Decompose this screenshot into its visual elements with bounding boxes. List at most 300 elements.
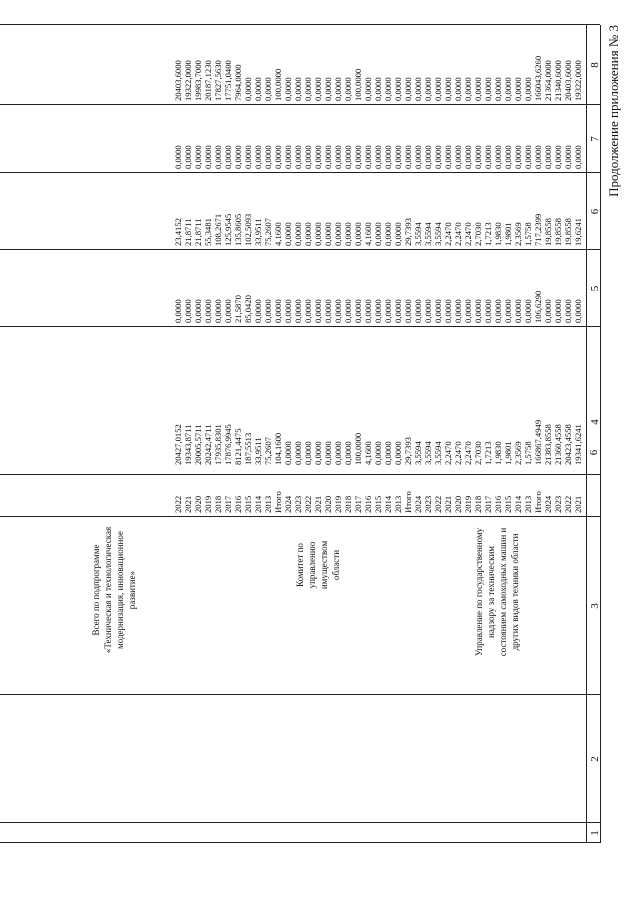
table-cell: 2022 xyxy=(563,495,573,513)
table-cell: 0,0000 xyxy=(183,299,193,323)
table-cell: 0,0000 xyxy=(353,222,363,246)
table-cell: 0,0000 xyxy=(463,299,473,323)
table-cell: 0,0000 xyxy=(483,299,493,323)
table-cell: 0,0000 xyxy=(443,299,453,323)
col-header-7: 7 xyxy=(589,136,601,142)
table-cell: 0,0000 xyxy=(293,222,303,246)
table-cell: 0,0000 xyxy=(293,299,303,323)
table-cell: 21364,0000 xyxy=(543,60,553,101)
table-cell: 0,0000 xyxy=(413,299,423,323)
table-cell: 17827,5630 xyxy=(213,60,223,101)
col-header-4: 4 xyxy=(589,419,601,425)
table-cell: 0,0000 xyxy=(273,299,283,323)
table-cell: 2022 xyxy=(303,495,313,513)
org-name-subprogram-total: Всего по подпрограмме «Техническая и технологическая модернизация, инновационное развитие» xyxy=(91,526,137,654)
table-cell: 0,0000 xyxy=(233,145,243,169)
table-cell: 0,0000 xyxy=(413,145,423,169)
table-row xyxy=(313,0,323,905)
table-cell: 0,0000 xyxy=(523,145,533,169)
table-cell: 21,8711 xyxy=(183,218,193,246)
col-header-6: 6 xyxy=(589,208,601,215)
table-cell: 0,0000 xyxy=(543,145,553,169)
table-cell: 8121,4475 xyxy=(233,428,243,465)
table-cell: 20187,1230 xyxy=(203,60,213,101)
table-row xyxy=(453,0,463,905)
table-cell: 2021 xyxy=(573,495,583,513)
table-row xyxy=(533,0,543,905)
table-cell: 2016 xyxy=(233,495,243,513)
table-cell: 7964,0000 xyxy=(233,64,243,101)
table-cell: 2013 xyxy=(263,495,273,513)
table-cell: 0,0000 xyxy=(553,145,563,169)
table-cell: 2020 xyxy=(193,495,203,513)
table-cell: 2018 xyxy=(343,495,353,513)
table-cell: 0,0000 xyxy=(503,145,513,169)
table-cell: 0,0000 xyxy=(473,145,483,169)
table-cell: 0,0000 xyxy=(423,299,433,323)
table-row xyxy=(523,0,533,905)
table-cell: 0,0000 xyxy=(283,441,293,465)
table-row xyxy=(543,0,553,905)
table-cell: 0,0000 xyxy=(473,299,483,323)
table-cell: 0,0000 xyxy=(333,77,343,101)
table-cell: 2014 xyxy=(383,495,393,513)
table-cell: 2024 xyxy=(283,495,293,513)
table-row xyxy=(233,0,243,905)
table-cell: 0,0000 xyxy=(173,145,183,169)
table-row xyxy=(333,0,343,905)
table-cell: 0,0000 xyxy=(403,77,413,101)
table-cell: 0,0000 xyxy=(323,77,333,101)
table-cell: 3,5594 xyxy=(413,222,423,246)
table-cell: 4,1600 xyxy=(363,222,373,246)
table-cell: 17751,0400 xyxy=(223,60,233,101)
table-cell: 104,1600 xyxy=(273,432,283,465)
table-cell: 0,0000 xyxy=(483,77,493,101)
table-cell: 19,8558 xyxy=(553,218,563,246)
table-cell: 2018 xyxy=(213,495,223,513)
table-cell: 55,3481 xyxy=(203,218,213,246)
table-row xyxy=(263,0,273,905)
table-cell: 0,0000 xyxy=(383,145,393,169)
table-row xyxy=(353,0,363,905)
table-cell: 2013 xyxy=(393,495,403,513)
table-row xyxy=(343,0,353,905)
table-cell: 3,5594 xyxy=(433,222,443,246)
table-cell: 0,0000 xyxy=(353,299,363,323)
table-cell: 0,0000 xyxy=(353,145,363,169)
table-cell: 2015 xyxy=(373,495,383,513)
table-cell: 0,0000 xyxy=(253,77,263,101)
table-row xyxy=(363,0,373,905)
table-cell: 3,5594 xyxy=(423,441,433,465)
table-row xyxy=(213,0,223,905)
table-cell: 2,2470 xyxy=(463,222,473,246)
table-cell: 0,0000 xyxy=(363,299,373,323)
table-cell: 0,0000 xyxy=(253,145,263,169)
table-cell: 19,8558 xyxy=(563,218,573,246)
table-cell: 1,5758 xyxy=(523,441,533,465)
table-cell: 2,3569 xyxy=(513,441,523,465)
table-cell: 2015 xyxy=(503,495,513,513)
table-cell: 20403,6000 xyxy=(173,60,183,101)
table-cell: 0,0000 xyxy=(373,299,383,323)
table-row xyxy=(423,0,433,905)
table-cell: 19343,8711 xyxy=(183,424,193,465)
table-cell: 1,7213 xyxy=(483,222,493,246)
table-cell: 0,0000 xyxy=(263,77,273,101)
table-cell: 19322,0000 xyxy=(183,60,193,101)
table-cell: Итого xyxy=(533,491,543,513)
table-cell: 0,0000 xyxy=(413,77,423,101)
table-row xyxy=(223,0,233,905)
table-cell: 0,0000 xyxy=(313,145,323,169)
table-cell: 0,0000 xyxy=(283,77,293,101)
table-cell: 19,8558 xyxy=(543,218,553,246)
table-row xyxy=(373,0,383,905)
table-cell: 0,0000 xyxy=(473,77,483,101)
table-cell: 85,0420 xyxy=(243,295,253,323)
table-cell: 0,0000 xyxy=(173,299,183,323)
table-cell: 0,0000 xyxy=(393,299,403,323)
table-cell: 0,0000 xyxy=(343,222,353,246)
table-cell: 0,0000 xyxy=(513,145,523,169)
table-cell: 2017 xyxy=(483,495,493,513)
table-row xyxy=(253,0,263,905)
table-cell: 75,2607 xyxy=(263,218,273,246)
table-cell: 0,0000 xyxy=(393,441,403,465)
table-cell: 0,0000 xyxy=(313,441,323,465)
table-cell: 0,0000 xyxy=(273,145,283,169)
table-cell: 0,0000 xyxy=(563,145,573,169)
table-cell: 0,0000 xyxy=(313,222,323,246)
table-cell: 2,2470 xyxy=(453,441,463,465)
table-cell: 0,0000 xyxy=(573,145,583,169)
table-cell: 0,0000 xyxy=(523,77,533,101)
table-cell: 0,0000 xyxy=(333,299,343,323)
table-cell: 0,0000 xyxy=(503,299,513,323)
table-cell: 2020 xyxy=(323,495,333,513)
table-row xyxy=(273,0,283,905)
table-cell: 0,0000 xyxy=(263,299,273,323)
table-cell: 0,0000 xyxy=(283,222,293,246)
table-cell: 106,6290 xyxy=(533,290,543,323)
table-cell: 0,0000 xyxy=(333,145,343,169)
table-row xyxy=(323,0,333,905)
table-cell: 125,9545 xyxy=(223,213,233,246)
table-cell: 2017 xyxy=(353,495,363,513)
table-cell: 2,2470 xyxy=(453,222,463,246)
table-cell: 0,0000 xyxy=(393,145,403,169)
table-cell: 2022 xyxy=(173,495,183,513)
table-cell: 19322,0000 xyxy=(573,60,583,101)
table-cell: 0,0000 xyxy=(213,299,223,323)
table-cell: 717,2399 xyxy=(533,213,543,246)
table-cell: 1,9801 xyxy=(503,222,513,246)
table-cell: 0,0000 xyxy=(323,441,333,465)
table-cell: 2017 xyxy=(223,495,233,513)
table-cell: 2023 xyxy=(553,495,563,513)
table-cell: 0,0000 xyxy=(303,441,313,465)
table-cell: 0,0000 xyxy=(393,77,403,101)
table-cell: 0,0000 xyxy=(513,77,523,101)
table-cell: 2019 xyxy=(333,495,343,513)
table-cell: 135,8605 xyxy=(233,213,243,246)
table-cell: 2,7030 xyxy=(473,441,483,465)
table-cell: 0,0000 xyxy=(343,441,353,465)
table-cell: 2016 xyxy=(363,495,373,513)
table-cell: 20242,4711 xyxy=(203,424,213,465)
table-cell: 1,9801 xyxy=(503,441,513,465)
table-cell: 2021 xyxy=(183,495,193,513)
table-row xyxy=(293,0,303,905)
table-row xyxy=(493,0,503,905)
table-cell: 0,0000 xyxy=(333,441,343,465)
table-cell: 0,0000 xyxy=(213,145,223,169)
table-cell: 0,0000 xyxy=(343,145,353,169)
appendix-subtitle: Продолжение приложения № 3 xyxy=(606,25,621,197)
table-row xyxy=(503,0,513,905)
table-cell: 0,0000 xyxy=(493,299,503,323)
table-row xyxy=(283,0,293,905)
table-cell: 0,0000 xyxy=(303,145,313,169)
table-cell: 187,5513 xyxy=(243,432,253,465)
table-row xyxy=(393,0,403,905)
table-cell: 0,0000 xyxy=(343,77,353,101)
table-cell: 1,5758 xyxy=(523,222,533,246)
table-cell: 0,0000 xyxy=(283,299,293,323)
col-header-5: 5 xyxy=(589,285,601,292)
table-cell: 0,0000 xyxy=(303,299,313,323)
table-cell: 2,2470 xyxy=(443,441,453,465)
table-cell: 0,0000 xyxy=(403,299,413,323)
table-cell: 108,2671 xyxy=(213,213,223,246)
table-cell: 0,0000 xyxy=(433,77,443,101)
table-cell: 17935,8301 xyxy=(213,424,223,465)
table-cell: 0,0000 xyxy=(373,145,383,169)
table-cell: 19983,7000 xyxy=(193,60,203,101)
table-cell: 2023 xyxy=(293,495,303,513)
table-row xyxy=(513,0,523,905)
table-cell: 2,7030 xyxy=(473,222,483,246)
table-cell: 0,0000 xyxy=(443,77,453,101)
table-cell: 3,5594 xyxy=(433,441,443,465)
table-row xyxy=(553,0,563,905)
table-cell: 2024 xyxy=(413,495,423,513)
table-cell: 21360,4558 xyxy=(553,424,563,465)
table-cell: 0,0000 xyxy=(263,145,273,169)
table-cell: 0,0000 xyxy=(453,299,463,323)
table-cell: 20005,5711 xyxy=(193,424,203,465)
table-cell: 0,0000 xyxy=(323,299,333,323)
table-cell: 0,0000 xyxy=(193,299,203,323)
table-row xyxy=(403,0,413,905)
table-row xyxy=(413,0,423,905)
table-cell: 0,0000 xyxy=(243,77,253,101)
table-cell: 0,0000 xyxy=(383,77,393,101)
table-cell: 2,2470 xyxy=(463,441,473,465)
table-cell: 33,9511 xyxy=(253,218,263,246)
table-cell: 2014 xyxy=(253,495,263,513)
table-cell: 0,0000 xyxy=(573,299,583,323)
table-cell: 20427,0152 xyxy=(173,424,183,465)
table-cell: 0,0000 xyxy=(433,299,443,323)
table-cell: 2,3569 xyxy=(513,222,523,246)
table-cell: 0,0000 xyxy=(383,299,393,323)
table-cell: 2018 xyxy=(473,495,483,513)
table-row xyxy=(303,0,313,905)
table-cell: 0,0000 xyxy=(553,299,563,323)
table-cell: 17876,9945 xyxy=(223,424,233,465)
table-cell: 0,0000 xyxy=(303,222,313,246)
table-cell: 0,0000 xyxy=(333,222,343,246)
table-row xyxy=(203,0,213,905)
table-cell: 75,2607 xyxy=(263,437,273,465)
table-row xyxy=(483,0,493,905)
table-cell: 0,0000 xyxy=(513,299,523,323)
col-header-2: 2 xyxy=(589,756,601,762)
table-cell: 0,0000 xyxy=(323,222,333,246)
table-row xyxy=(383,0,393,905)
table-cell: 29,7393 xyxy=(403,437,413,465)
table-cell: 0,0000 xyxy=(393,222,403,246)
table-cell: 0,0000 xyxy=(563,299,573,323)
table-cell: 0,0000 xyxy=(223,299,233,323)
table-row xyxy=(463,0,473,905)
table-cell: Итого xyxy=(273,491,283,513)
table-cell: 21,8711 xyxy=(193,218,203,246)
table-cell: 0,0000 xyxy=(203,299,213,323)
table-cell: 21383,8558 xyxy=(543,424,553,465)
table-cell: 100,0000 xyxy=(353,68,363,101)
table-cell: 1,7213 xyxy=(483,441,493,465)
table-cell: 100,0000 xyxy=(273,68,283,101)
table-cell: 33,9511 xyxy=(253,437,263,465)
table-cell: 0,0000 xyxy=(443,145,453,169)
table-cell: 0,0000 xyxy=(243,145,253,169)
col-header-8: 8 xyxy=(589,62,601,68)
table-cell: 2,2470 xyxy=(443,222,453,246)
table-row xyxy=(193,0,203,905)
table-cell: 1,9830 xyxy=(493,441,503,465)
col-header-3: 3 xyxy=(589,603,601,609)
table-cell: 2019 xyxy=(203,495,213,513)
table-cell: 0,0000 xyxy=(423,77,433,101)
table-cell: 2021 xyxy=(313,495,323,513)
org-name-property-committee: Комитет по управлению имуществом области xyxy=(295,540,341,590)
table-row xyxy=(473,0,483,905)
table-row xyxy=(243,0,253,905)
table-cell: 0,0000 xyxy=(463,145,473,169)
table-cell: 0,0000 xyxy=(373,441,383,465)
table-cell: 2015 xyxy=(243,495,253,513)
table-cell: 2023 xyxy=(423,495,433,513)
table-cell: 2020 xyxy=(453,495,463,513)
table-cell: 0,0000 xyxy=(283,145,293,169)
table-cell: 0,0000 xyxy=(313,77,323,101)
table-cell: 3,5594 xyxy=(423,222,433,246)
table-cell: 0,0000 xyxy=(223,145,233,169)
table-cell: 21340,6000 xyxy=(553,60,563,101)
table-cell: 0,0000 xyxy=(363,77,373,101)
table-cell: 0,0000 xyxy=(533,145,543,169)
table-cell: 20423,4558 xyxy=(563,424,573,465)
table-cell: 0,0000 xyxy=(493,145,503,169)
table-cell: 29,7393 xyxy=(403,218,413,246)
table-cell: 0,0000 xyxy=(253,299,263,323)
table-cell: 2024 xyxy=(543,495,553,513)
table-row xyxy=(563,0,573,905)
table-cell: 2014 xyxy=(513,495,523,513)
table-cell: 19341,6241 xyxy=(573,424,583,465)
org-name-gostekhnadzor: Управление по государственному надзору за техническим состоянием самоходных машин и других видов техники области xyxy=(474,527,520,657)
table-cell: 0,0000 xyxy=(313,299,323,323)
table-cell: 0,0000 xyxy=(293,441,303,465)
table-cell: 0,0000 xyxy=(483,145,493,169)
col-header-1: 1 xyxy=(589,830,601,836)
table-cell: 0,0000 xyxy=(453,145,463,169)
table-row xyxy=(443,0,453,905)
table-cell: 3,5594 xyxy=(413,441,423,465)
table-cell: 0,0000 xyxy=(203,145,213,169)
table-cell: 0,0000 xyxy=(293,145,303,169)
table-cell: 23,4152 xyxy=(173,218,183,246)
table-cell: 0,0000 xyxy=(193,145,203,169)
table-cell: 0,0000 xyxy=(493,77,503,101)
table-row xyxy=(433,0,443,905)
table-cell: 0,0000 xyxy=(303,77,313,101)
table-cell: 166043,6260 xyxy=(533,55,543,101)
table-cell: 2019 xyxy=(463,495,473,513)
table-cell: 0,0000 xyxy=(383,222,393,246)
table-cell: 0,0000 xyxy=(373,77,383,101)
table-cell: 0,0000 xyxy=(383,441,393,465)
table-row xyxy=(173,0,183,905)
table-cell: 21,5870 xyxy=(233,295,243,323)
table-cell: 0,0000 xyxy=(523,299,533,323)
table-cell: 0,0000 xyxy=(323,145,333,169)
table-cell: 2021 xyxy=(443,495,453,513)
table-cell: 19,6241 xyxy=(573,218,583,246)
table-row xyxy=(183,0,193,905)
table-cell: 0,0000 xyxy=(503,77,513,101)
table-row xyxy=(573,0,583,905)
table-cell: 0,0000 xyxy=(453,77,463,101)
table-cell: 2013 xyxy=(523,495,533,513)
table-cell: 0,0000 xyxy=(183,145,193,169)
table-cell: 4,1600 xyxy=(273,222,283,246)
table-cell: 2016 xyxy=(493,495,503,513)
table-cell: 0,0000 xyxy=(293,77,303,101)
table-cell: 100,0000 xyxy=(353,432,363,465)
table-cell: 0,0000 xyxy=(543,299,553,323)
table-cell: 4,1600 xyxy=(363,441,373,465)
table-cell: 0,0000 xyxy=(373,222,383,246)
page-number: 6 xyxy=(588,449,600,456)
table-cell: 0,0000 xyxy=(423,145,433,169)
table-cell: 102,5093 xyxy=(243,213,253,246)
table-cell: 0,0000 xyxy=(433,145,443,169)
table-cell: 0,0000 xyxy=(363,145,373,169)
table-cell: 1,9830 xyxy=(493,222,503,246)
table-cell: 166867,4949 xyxy=(533,419,543,465)
table-cell: 0,0000 xyxy=(343,299,353,323)
table-cell: 0,0000 xyxy=(463,77,473,101)
table-cell: 0,0000 xyxy=(403,145,413,169)
table-cell: Итого xyxy=(403,491,413,513)
table-cell: 20403,6000 xyxy=(563,60,573,101)
table-cell: 2022 xyxy=(433,495,443,513)
